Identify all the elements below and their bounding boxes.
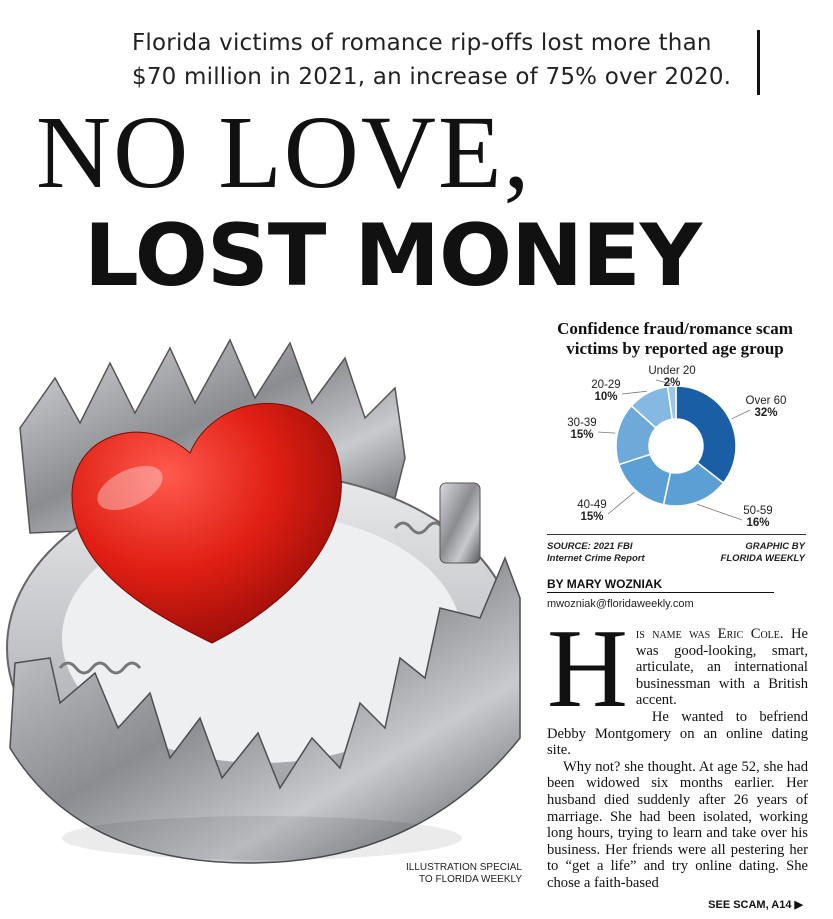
graphic-credit: GRAPHIC BY FLORIDA WEEKLY	[720, 541, 805, 564]
slice-value: 16%	[746, 517, 770, 529]
story-paragraph: His name was Eric Cole. He was good-looking, smart, articulate, an international businessman with a British accent.	[547, 607, 808, 731]
slice-value: 2%	[663, 377, 681, 389]
slice-label: Under 20	[648, 365, 696, 377]
jump-link[interactable]: SEE SCAM, A14 ▶	[708, 899, 803, 911]
slice-label: 40-49	[577, 499, 607, 511]
slice-value: 32%	[754, 407, 778, 419]
leader-line	[697, 504, 742, 520]
slice-label: 30-39	[567, 417, 597, 429]
donut-chart	[546, 362, 808, 532]
headline-line-2: LOST MONEY	[84, 206, 702, 306]
heart-trap-illustration	[0, 318, 540, 878]
author-email[interactable]: mwozniak@floridaweekly.com	[547, 598, 694, 610]
leader-line	[732, 410, 750, 419]
deck-text: Florida victims of romance rip-offs lost more than $70 million in 2021, an increase of 75% over 2020.	[132, 30, 732, 90]
slice-label: Over 60	[745, 395, 787, 407]
leader-line	[622, 391, 647, 394]
story-lead-in: is name was Eric Cole.	[635, 626, 784, 642]
headline-line-1: NO LOVE,	[36, 95, 532, 210]
byline: BY MARY WOZNIAK	[547, 577, 774, 593]
story-body	[547, 607, 808, 892]
chart-source: SOURCE: 2021 FBI Internet Crime Report	[547, 541, 645, 564]
leader-line	[608, 492, 635, 514]
slice-value: 15%	[580, 511, 604, 523]
chart-title: Confidence fraud/romance scam victims by reported age group	[557, 319, 793, 358]
slice-over-60	[676, 386, 736, 483]
slice-value: 15%	[570, 429, 594, 441]
story-paragraph: He wanted to befriend Debby Montgomery on an online dating site.	[547, 708, 808, 759]
deck-rule	[757, 30, 760, 95]
leader-line	[598, 432, 615, 433]
illustration-credit: ILLUSTRATION SPECIAL TO FLORIDA WEEKLY	[406, 862, 522, 885]
slice-value: 10%	[594, 391, 618, 403]
chart-rule	[547, 534, 806, 535]
slice-label: 20-29	[591, 379, 621, 391]
slice-label: 50-59	[743, 505, 773, 517]
story-paragraph: Why not? she thought. At age 52, she had been widowed six months earlier. Her husband died suddenly after 26 years of marriage. She had been isolated, working long hours, trying to learn and take over his business. Her friends were all pestering her to “get a life” and try online dating. She chose a faith-based	[547, 758, 808, 891]
drop-cap: H	[547, 607, 628, 731]
